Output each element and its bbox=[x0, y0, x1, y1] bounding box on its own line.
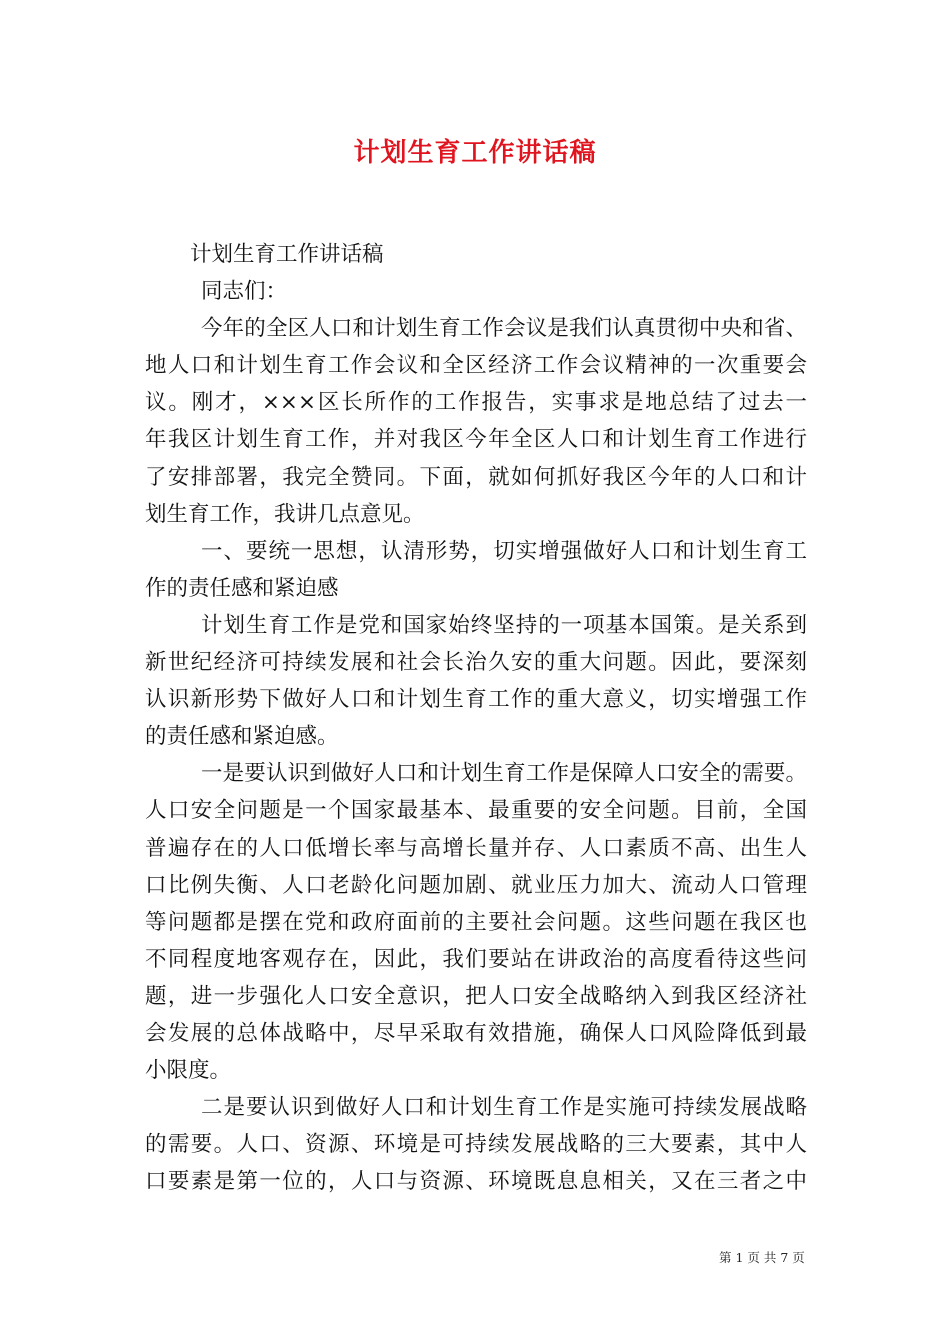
text-line: 新世纪经济可持续发展和社会长治久安的重大问题。因此，要深刻 bbox=[145, 650, 807, 676]
text-line: 议。刚才，×××区长所作的工作报告，实事求是地总结了过去一 bbox=[145, 390, 807, 416]
document-body bbox=[145, 236, 807, 1200]
text-line: 地人口和计划生育工作会议和全区经济工作会议精神的一次重要会 bbox=[145, 353, 807, 379]
text-line: 计划生育工作是党和国家始终坚持的一项基本国策。是关系到 bbox=[201, 612, 807, 638]
text-line: 年我区计划生育工作，并对我区今年全区人口和计划生育工作进行 bbox=[145, 427, 807, 453]
text-line: 口比例失衡、人口老龄化问题加剧、就业压力加大、流动人口管理 bbox=[145, 872, 807, 898]
text-line: 划生育工作，我讲几点意见。 bbox=[145, 501, 425, 527]
text-line: 认识新形势下做好人口和计划生育工作的重大意义，切实增强工作 bbox=[145, 687, 807, 713]
text-line: 人口安全问题是一个国家最基本、最重要的安全问题。目前，全国 bbox=[145, 798, 807, 824]
text-line: 口要素是第一位的，人口与资源、环境既息息相关，又在三者之中 bbox=[145, 1169, 807, 1195]
text-line: 一、要统一思想，认清形势，切实增强做好人口和计划生育工 bbox=[201, 538, 807, 564]
page-number: 第 1 页 共 7 页 bbox=[719, 1250, 805, 1265]
text-line: 一是要认识到做好人口和计划生育工作是保障人口安全的需要。 bbox=[201, 761, 807, 787]
text-line: 二是要认识到做好人口和计划生育工作是实施可持续发展战略 bbox=[201, 1095, 807, 1121]
text-line: 的需要。人口、资源、环境是可持续发展战略的三大要素，其中人 bbox=[145, 1132, 807, 1158]
text-line: 同志们： bbox=[201, 279, 288, 305]
text-line: 等问题都是摆在党和政府面前的主要社会问题。这些问题在我区也 bbox=[145, 909, 807, 935]
text-line: 会发展的总体战略中，尽早采取有效措施，确保人口风险降低到最 bbox=[145, 1020, 807, 1046]
document-title: 计划生育工作讲话稿 bbox=[353, 138, 597, 168]
text-line: 不同程度地客观存在，因此，我们要站在讲政治的高度看待这些问 bbox=[145, 946, 807, 972]
text-line: 了安排部署，我完全赞同。下面，就如何抓好我区今年的人口和计 bbox=[145, 464, 807, 490]
text-line: 小限度。 bbox=[145, 1058, 232, 1084]
text-line: 的责任感和紧迫感。 bbox=[145, 724, 339, 750]
text-line: 今年的全区人口和计划生育工作会议是我们认真贯彻中央和省、 bbox=[201, 316, 807, 342]
document-subtitle: 计划生育工作讲话稿 bbox=[190, 242, 384, 267]
text-line: 作的责任感和紧迫感 bbox=[145, 575, 339, 601]
text-line: 普遍存在的人口低增长率与高增长量并存、人口素质不高、出生人 bbox=[145, 835, 807, 861]
text-line: 题，进一步强化人口安全意识，把人口安全战略纳入到我区经济社 bbox=[145, 983, 807, 1009]
